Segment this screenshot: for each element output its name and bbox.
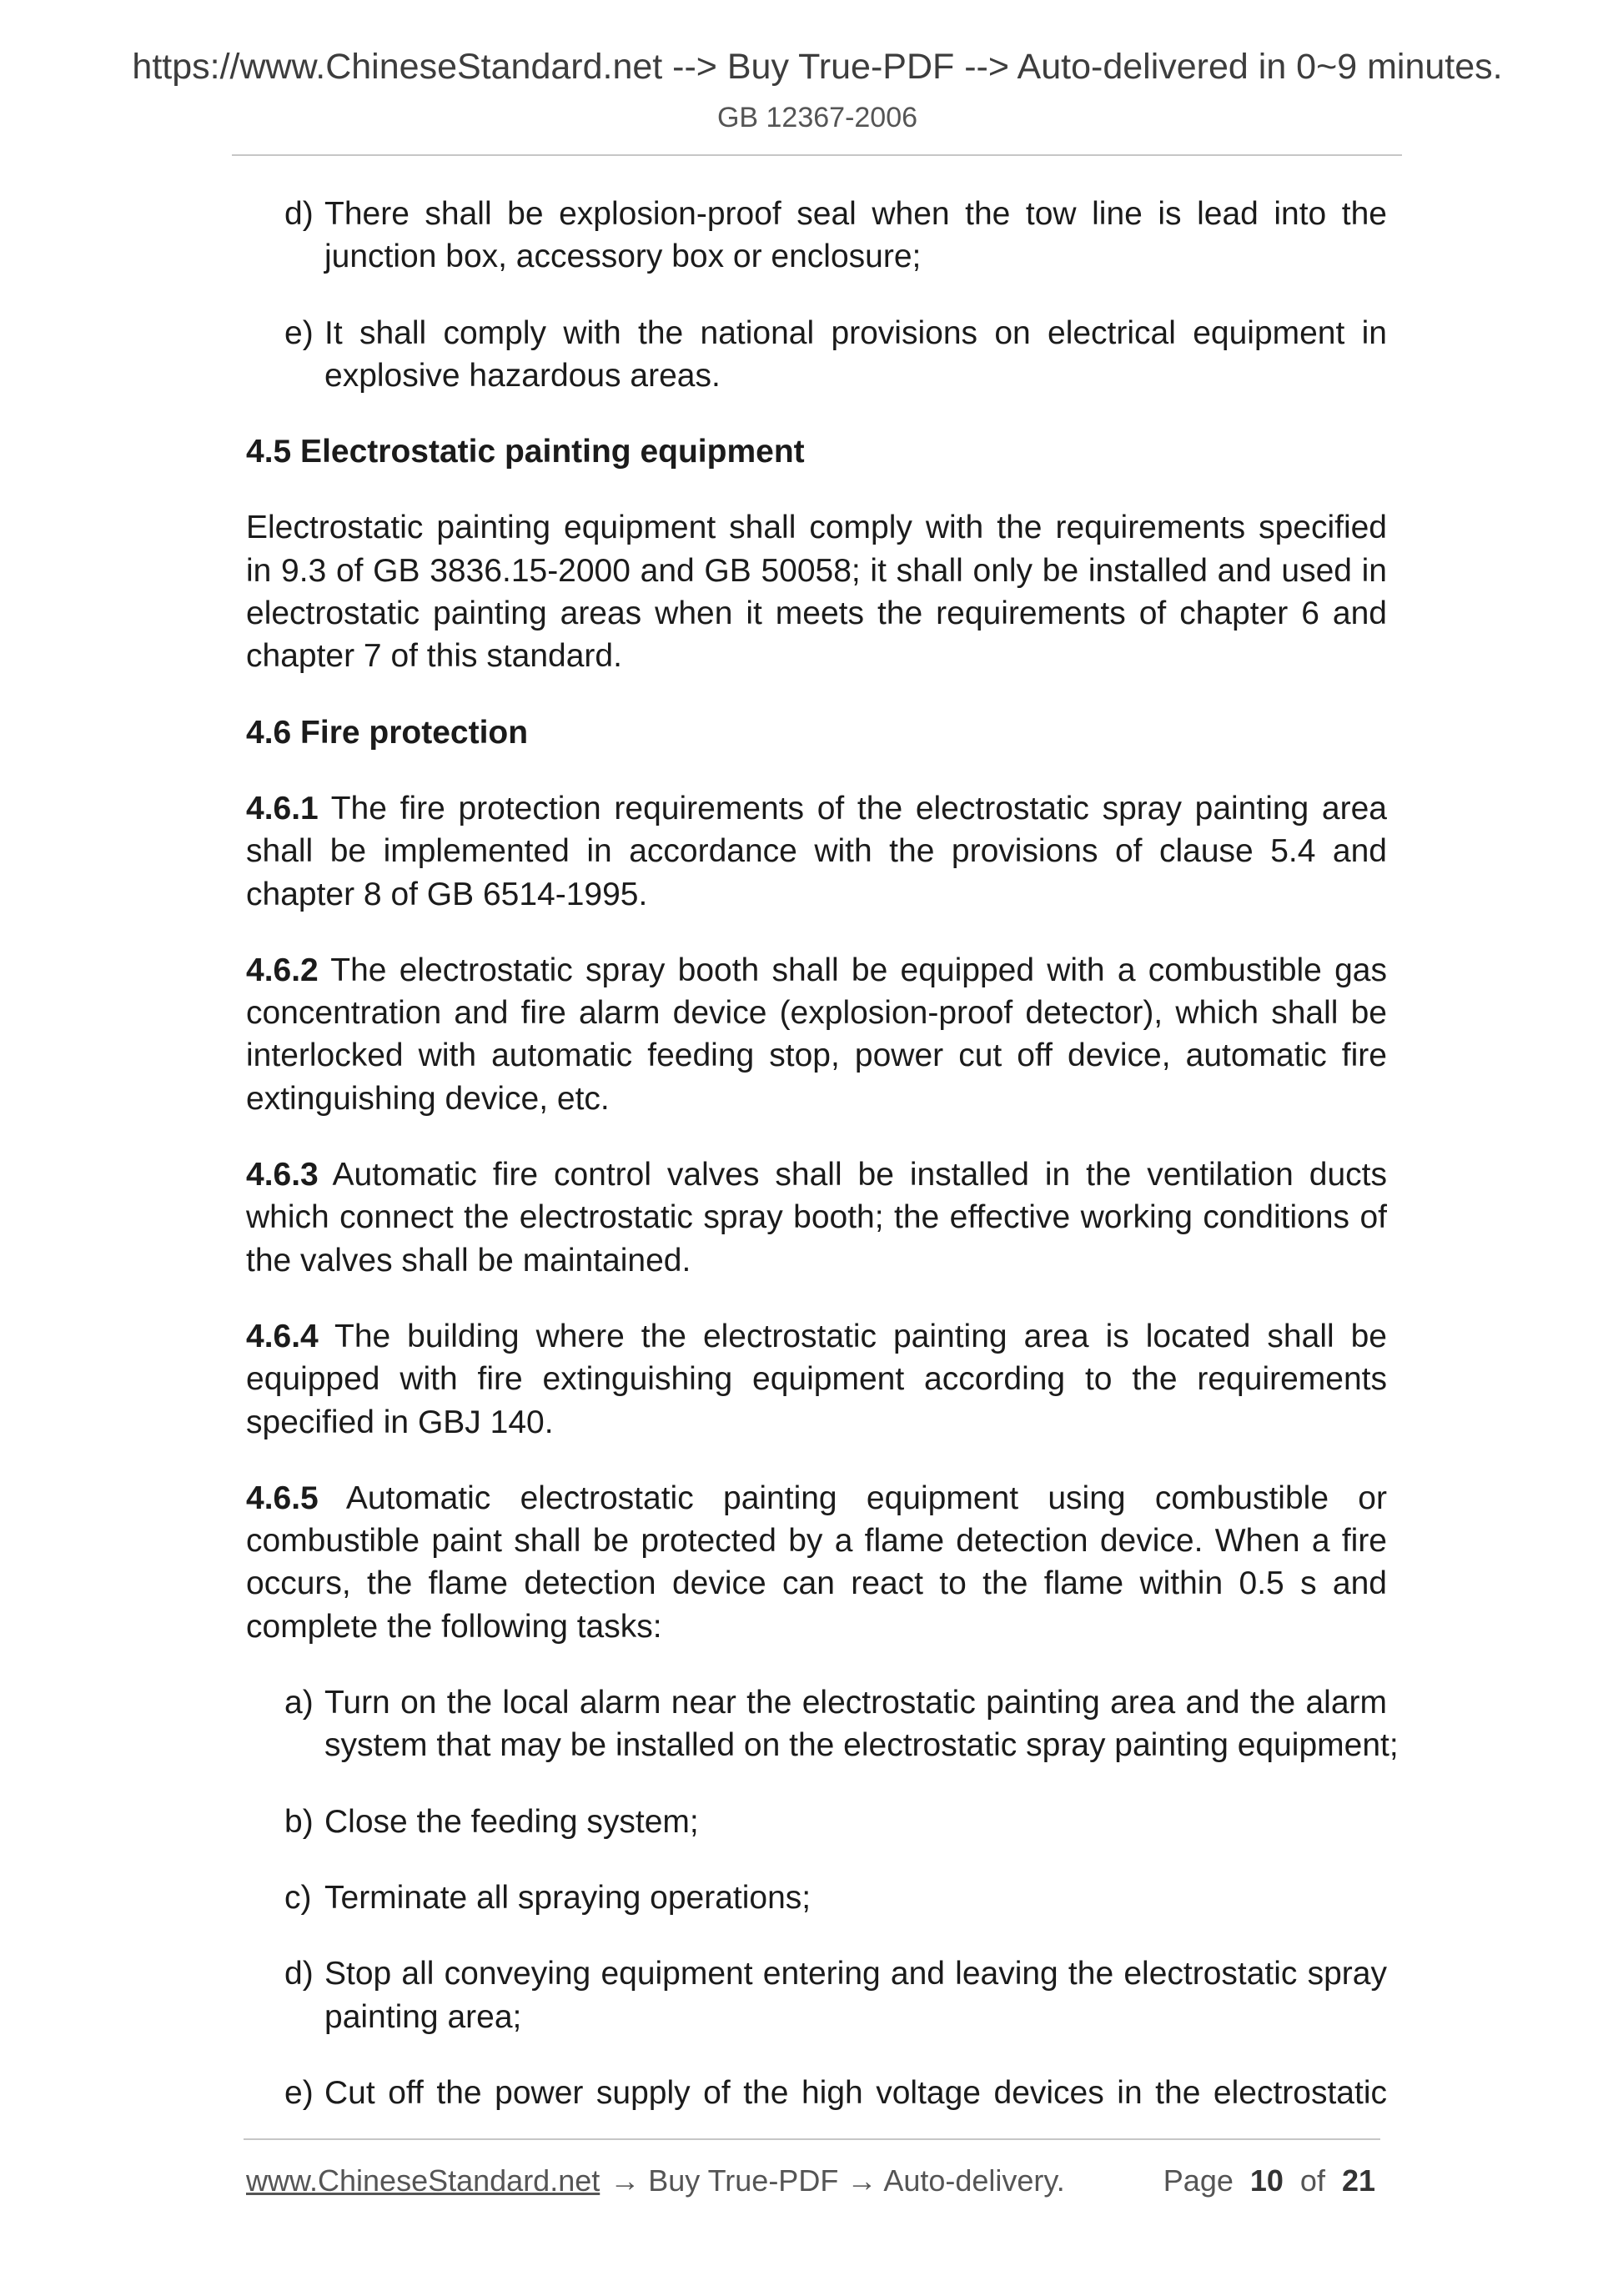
clause-line: concentration and fire alarm device (explosion-proof detector), which shall be [246, 995, 1387, 1032]
list-item-line: painting area; [324, 1998, 522, 2035]
page-of-label: of [1299, 2163, 1325, 2198]
clause-line: occurs, the flame detection device can react to the flame within 0.5 s and [246, 1565, 1387, 1602]
document-body [246, 193, 1399, 2148]
clause-text: Automatic electrostatic painting equipment using combustible or [345, 1480, 1387, 1516]
footer-divider [244, 2138, 1380, 2140]
clause-number: 4.6.5 [246, 1480, 319, 1516]
list-item-text: Close the feeding system; [324, 1803, 699, 1840]
list-item-label: d) [284, 1956, 314, 1992]
clause-text: Automatic fire control valves shall be installed in the ventilation ducts [332, 1157, 1387, 1193]
list-item-line: system that may be installed on the electrostatic spray painting equipment; [324, 1727, 1399, 1764]
paragraph-line: electrostatic painting areas when it meets the requirements of chapter 6 and [246, 595, 1387, 632]
paragraph-line: chapter 7 of this standard. [246, 638, 622, 675]
standard-code: GB 12367-2006 [716, 102, 918, 133]
page-total: 21 [1341, 2163, 1375, 2198]
clause-text: The fire protection requirements of the electrostatic spray painting area [330, 790, 1387, 826]
clause-line: shall be implemented in accordance with the provisions of clause 5.4 and [246, 833, 1387, 870]
clause-4-6-5 [246, 1477, 1387, 1648]
list-item-text: There shall be explosion-proof seal when the tow line is lead into the [324, 196, 1387, 232]
clause-line: equipped with fire extinguishing equipment according to the requirements [246, 1361, 1387, 1398]
clause-text: The building where the electrostatic painting area is located shall be [334, 1318, 1387, 1354]
list-item-text: Stop all conveying equipment entering and leaving the electrostatic spray [324, 1956, 1387, 1992]
clause-4-6-4 [246, 1315, 1387, 1444]
section-heading-4-6: 4.6 Fire protection [246, 714, 529, 751]
item-d-explosion-proof-seal [246, 193, 1387, 279]
list-item-label: e) [284, 2074, 314, 2111]
footer-tagline: → Buy True-PDF → Auto-delivery. [610, 2163, 1065, 2198]
page-current: 10 [1249, 2163, 1284, 2198]
clause-line [246, 1315, 1387, 1358]
clause-line: extinguishing device, etc. [246, 1080, 610, 1117]
list-item-label: b) [284, 1803, 314, 1840]
list-item-text: It shall comply with the national provisions on electrical equipment in [324, 314, 1387, 351]
list-item-line [284, 1876, 1387, 1919]
paragraph-4-5-text [246, 506, 1387, 677]
item-a-turn-on-alarm [246, 1681, 1399, 1767]
header-banner-text: https://www.ChineseStandard.net --> Buy True-PDF --> Auto-delivered in 0~9 minutes. [132, 47, 1503, 87]
list-item-label: d) [284, 196, 314, 232]
list-item-label: c) [284, 1879, 312, 1916]
item-e-cut-off-power [246, 2072, 1387, 2114]
clause-line: combustible paint shall be protected by a flame detection device. When a fire [246, 1523, 1387, 1560]
clause-line [246, 1153, 1387, 1196]
list-item-line: explosive hazardous areas. [324, 357, 721, 394]
list-item-line [284, 1801, 1387, 1843]
clause-line: the valves shall be maintained. [246, 1242, 691, 1279]
clause-line [246, 1477, 1387, 1520]
clause-line [246, 949, 1387, 992]
list-item-line [284, 2072, 1387, 2114]
list-item-text: Turn on the local alarm near the electrostatic painting area and the alarm [324, 1685, 1387, 1721]
list-item-line [284, 1681, 1387, 1724]
clause-line: interlocked with automatic feeding stop, power cut off device, automatic fire [246, 1037, 1387, 1074]
clause-line: which connect the electrostatic spray booth; the effective working conditions of [246, 1199, 1387, 1236]
clause-line: chapter 8 of GB 6514-1995. [246, 876, 648, 912]
footer-site-link[interactable]: www.ChineseStandard.net [246, 2163, 600, 2198]
clause-number: 4.6.2 [246, 952, 319, 988]
item-e-national-provisions [246, 312, 1387, 398]
paragraph-line: in 9.3 of GB 3836.15-2000 and GB 50058; it shall only be installed and used in [246, 552, 1387, 589]
clause-line: complete the following tasks: [246, 1608, 662, 1645]
item-d-stop-conveying [246, 1952, 1387, 2038]
list-item-line [284, 193, 1387, 235]
page-indicator [1163, 2163, 1375, 2199]
section-heading-4-5: 4.5 Electrostatic painting equipment [246, 434, 805, 470]
header-divider [232, 154, 1402, 156]
list-item-text: Cut off the power supply of the high voltage devices in the electrostatic [324, 2074, 1387, 2111]
clause-4-6-3 [246, 1153, 1387, 1282]
item-c-terminate-spraying [246, 1876, 1387, 1919]
clause-4-6-1 [246, 787, 1387, 916]
list-item-text: Terminate all spraying operations; [324, 1879, 812, 1916]
paragraph-line: Electrostatic painting equipment shall comply with the requirements specified [246, 510, 1387, 546]
clause-number: 4.6.1 [246, 790, 319, 826]
list-item-label: a) [284, 1685, 314, 1721]
list-item-line [284, 312, 1387, 354]
clause-4-6-2 [246, 949, 1387, 1120]
clause-number: 4.6.3 [246, 1157, 319, 1193]
list-item-line [284, 1952, 1387, 1995]
clause-number: 4.6.4 [246, 1318, 319, 1354]
clause-text: The electrostatic spray booth shall be equipped with a combustible gas [330, 952, 1387, 988]
clause-line: specified in GBJ 140. [246, 1404, 554, 1440]
footer-promo [246, 2163, 1065, 2199]
clause-line [246, 787, 1387, 830]
item-b-close-feeding-system [246, 1801, 1387, 1843]
list-item-line: junction box, accessory box or enclosure; [324, 239, 922, 275]
list-item-label: e) [284, 314, 314, 351]
page-label: Page [1163, 2163, 1234, 2198]
